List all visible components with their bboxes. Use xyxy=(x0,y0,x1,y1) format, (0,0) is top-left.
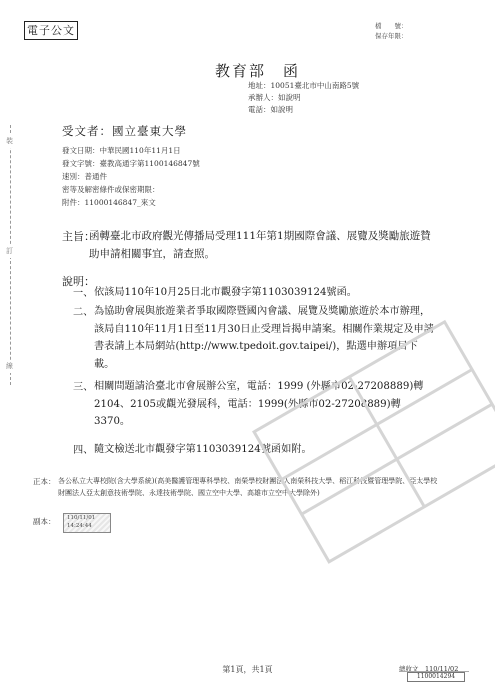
cc-recipients: 各公私立大專校院(含大學系統)(高美醫護管理專科學校、南榮學校財團法人南榮科技大學、稻江科技暨管理學院、亞太學校財團法人亞太創意技術學院、永達技術學院、國立空中大學、高雄市立空中大學除外) xyxy=(58,477,438,497)
cc-label: 正本： xyxy=(33,477,56,486)
explanation-item: 為協助會展與旅遊業者爭取國際暨國內會議、展覽及獎勵旅遊於本市辦理，該局自110年11月1日至11月30日止受理旨揭申請案。相關作業規定及申請書表請上本局網站(http://www.tpedoit.gov.taipei/)，點選申辦項目下載。 xyxy=(94,306,434,370)
copy-date: 110/11/01 xyxy=(67,515,96,521)
copy-label: 副本： xyxy=(33,517,56,526)
received-number: 1100014294 xyxy=(407,672,465,682)
recipient-label: 受文者： xyxy=(62,124,112,138)
copy-time: 14:24:44 xyxy=(67,523,92,529)
item-number: 四、 xyxy=(73,445,94,456)
attachment-link[interactable]: 附件：11000146847_來文 xyxy=(62,198,156,207)
speed: 速別：普通件 xyxy=(62,172,107,181)
explanation-item: 相關問題請洽臺北市會展辦公室，電話：1999 (外縣市02-27208889)轉2104、2105或觀光發展科，電話：1999(外縣市02-27208889)轉3370。 xyxy=(94,381,424,427)
subject-label: 主旨： xyxy=(62,230,95,243)
binding-margin xyxy=(6,125,16,385)
binding-char: 裝 xyxy=(6,135,13,148)
page-indicator: 第1頁，共1頁 xyxy=(222,665,273,674)
binding-char: 線 xyxy=(6,360,13,373)
retention-label: 保存年限： xyxy=(375,32,408,40)
doc-number: 發文字號：臺教高通字第1100146847號 xyxy=(62,159,200,168)
item-number: 一、 xyxy=(73,288,94,299)
recipient-name: 國立臺東大學 xyxy=(112,124,187,138)
secrecy: 密等及解密條件或保密期限： xyxy=(62,185,160,194)
electronic-doc-stamp: 電子公文 xyxy=(24,21,78,40)
item-number: 三、 xyxy=(73,382,94,393)
subject-text: 函轉臺北市政府觀光傳播局受理111年第1期國際會議、展覽及獎勵旅遊贊助申請相關事宜，請查照。 xyxy=(89,230,431,260)
file-number-label: 檔 號： xyxy=(375,22,408,30)
explanation-item: 隨文檢送北市觀發字第1103039124號函如附。 xyxy=(94,444,312,455)
explanation-label: 說明： xyxy=(62,275,95,288)
agency-handler: 承辦人：如說明 xyxy=(248,93,301,102)
explanation-item: 依該局110年10月25日北市觀發字第1103039124號函。 xyxy=(94,287,357,298)
issue-date: 發文日期：中華民國110年11月1日 xyxy=(62,146,181,155)
binding-char: 訂 xyxy=(6,245,13,258)
received-label: 總收文 110/11/02 xyxy=(399,665,459,673)
recipient-line xyxy=(62,123,187,139)
agency-phone: 電話：如說明 xyxy=(248,105,293,114)
agency-address: 地址：10051臺北市中山南路5號 xyxy=(248,81,360,90)
item-number: 二、 xyxy=(73,307,94,318)
agency-title: 教育部 函 xyxy=(215,62,301,80)
